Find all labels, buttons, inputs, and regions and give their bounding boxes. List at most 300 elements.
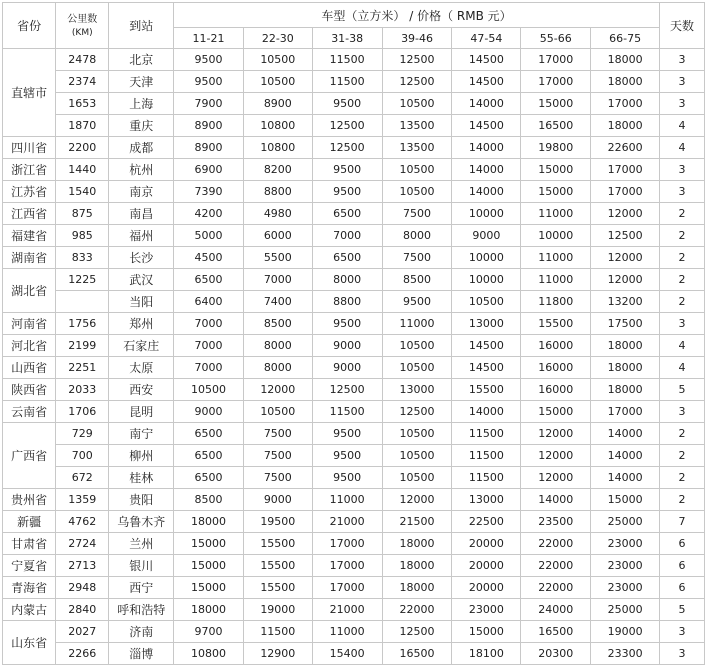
price-cell: 6400 xyxy=(174,291,244,313)
price-cell: 17000 xyxy=(591,93,660,115)
table-row xyxy=(3,467,705,489)
price-cell: 9500 xyxy=(174,71,244,93)
days-cell: 3 xyxy=(660,93,705,115)
price-cell: 15000 xyxy=(174,555,244,577)
price-cell: 13200 xyxy=(591,291,660,313)
price-cell: 7500 xyxy=(382,203,452,225)
price-cell: 16500 xyxy=(382,643,452,665)
price-cell: 20000 xyxy=(452,577,521,599)
price-cell: 9500 xyxy=(312,445,382,467)
distance-cell: 1540 xyxy=(56,181,109,203)
price-cell: 12500 xyxy=(382,71,452,93)
price-cell: 11000 xyxy=(382,313,452,335)
volume-range-header: 66-75 xyxy=(591,28,660,49)
province-cell: 山东省 xyxy=(3,621,56,665)
price-cell: 15500 xyxy=(243,533,312,555)
volume-range-header: 55-66 xyxy=(521,28,591,49)
price-cell: 11800 xyxy=(521,291,591,313)
price-cell: 12000 xyxy=(521,445,591,467)
price-cell: 19000 xyxy=(243,599,312,621)
days-cell: 3 xyxy=(660,71,705,93)
table-row xyxy=(3,137,705,159)
price-cell: 6500 xyxy=(312,203,382,225)
table-row xyxy=(3,115,705,137)
province-cell: 宁夏省 xyxy=(3,555,56,577)
days-cell: 2 xyxy=(660,269,705,291)
price-cell: 12500 xyxy=(591,225,660,247)
province-cell: 河北省 xyxy=(3,335,56,357)
price-cell: 18000 xyxy=(382,533,452,555)
distance-cell: 2027 xyxy=(56,621,109,643)
table-row xyxy=(3,577,705,599)
price-cell: 12000 xyxy=(591,269,660,291)
destination-cell: 南昌 xyxy=(109,203,174,225)
price-cell: 18000 xyxy=(382,577,452,599)
days-cell: 3 xyxy=(660,401,705,423)
distance-cell: 700 xyxy=(56,445,109,467)
province-cell: 陕西省 xyxy=(3,379,56,401)
price-cell: 21000 xyxy=(312,599,382,621)
price-cell: 9500 xyxy=(382,291,452,313)
destination-cell: 贵阳 xyxy=(109,489,174,511)
freight-price-table xyxy=(2,2,705,665)
price-cell: 6500 xyxy=(174,423,244,445)
price-cell: 10500 xyxy=(174,379,244,401)
table-row xyxy=(3,49,705,71)
price-cell: 7900 xyxy=(174,93,244,115)
price-cell: 15000 xyxy=(174,533,244,555)
price-cell: 24000 xyxy=(521,599,591,621)
price-cell: 15000 xyxy=(591,489,660,511)
days-cell: 4 xyxy=(660,357,705,379)
price-cell: 12000 xyxy=(521,423,591,445)
province-cell: 新疆 xyxy=(3,511,56,533)
price-cell: 16000 xyxy=(521,357,591,379)
price-cell: 10500 xyxy=(382,159,452,181)
table-body xyxy=(3,49,705,665)
destination-cell: 西安 xyxy=(109,379,174,401)
table-row xyxy=(3,181,705,203)
price-cell: 15000 xyxy=(174,577,244,599)
price-cell: 8500 xyxy=(243,313,312,335)
destination-cell: 淄博 xyxy=(109,643,174,665)
price-cell: 16000 xyxy=(521,379,591,401)
price-cell: 9500 xyxy=(312,313,382,335)
province-cell: 湖北省 xyxy=(3,269,56,313)
price-cell: 14500 xyxy=(452,49,521,71)
price-cell: 18000 xyxy=(591,357,660,379)
price-cell: 8900 xyxy=(243,93,312,115)
price-cell: 14000 xyxy=(591,467,660,489)
province-header: 省份 xyxy=(3,3,56,49)
price-cell: 14500 xyxy=(452,71,521,93)
price-cell: 9500 xyxy=(312,467,382,489)
province-cell: 浙江省 xyxy=(3,159,56,181)
price-cell: 25000 xyxy=(591,599,660,621)
price-cell: 15000 xyxy=(521,93,591,115)
distance-cell: 2200 xyxy=(56,137,109,159)
price-cell: 18000 xyxy=(591,335,660,357)
price-cell: 18000 xyxy=(591,49,660,71)
price-cell: 11500 xyxy=(312,71,382,93)
days-cell: 7 xyxy=(660,511,705,533)
price-cell: 5500 xyxy=(243,247,312,269)
table-row xyxy=(3,489,705,511)
destination-cell: 重庆 xyxy=(109,115,174,137)
price-cell: 14000 xyxy=(452,137,521,159)
price-cell: 13500 xyxy=(382,137,452,159)
price-cell: 13000 xyxy=(452,489,521,511)
price-cell: 20000 xyxy=(452,533,521,555)
price-cell: 15000 xyxy=(521,181,591,203)
distance-cell: 729 xyxy=(56,423,109,445)
destination-cell: 西宁 xyxy=(109,577,174,599)
days-cell: 3 xyxy=(660,159,705,181)
price-cell: 9000 xyxy=(312,357,382,379)
price-cell: 22600 xyxy=(591,137,660,159)
distance-cell: 2724 xyxy=(56,533,109,555)
price-cell: 9000 xyxy=(312,335,382,357)
table-row xyxy=(3,555,705,577)
price-cell: 8000 xyxy=(243,357,312,379)
days-cell: 2 xyxy=(660,423,705,445)
destination-cell: 柳州 xyxy=(109,445,174,467)
price-cell: 11500 xyxy=(452,445,521,467)
price-cell: 8900 xyxy=(174,137,244,159)
price-cell: 12000 xyxy=(591,247,660,269)
distance-cell: 2199 xyxy=(56,335,109,357)
price-cell: 9500 xyxy=(312,181,382,203)
distance-cell: 672 xyxy=(56,467,109,489)
price-cell: 18000 xyxy=(591,71,660,93)
table-row xyxy=(3,269,705,291)
destination-cell: 上海 xyxy=(109,93,174,115)
price-cell: 17000 xyxy=(312,533,382,555)
distance-cell: 2478 xyxy=(56,49,109,71)
distance-cell: 2266 xyxy=(56,643,109,665)
price-cell: 15000 xyxy=(452,621,521,643)
days-cell: 6 xyxy=(660,533,705,555)
destination-cell: 昆明 xyxy=(109,401,174,423)
province-cell: 湖南省 xyxy=(3,247,56,269)
price-cell: 12000 xyxy=(382,489,452,511)
price-cell: 18000 xyxy=(174,599,244,621)
days-cell: 2 xyxy=(660,467,705,489)
table-row xyxy=(3,423,705,445)
table-row xyxy=(3,93,705,115)
price-cell: 21000 xyxy=(312,511,382,533)
table-row xyxy=(3,71,705,93)
price-cell: 21500 xyxy=(382,511,452,533)
price-cell: 12000 xyxy=(243,379,312,401)
days-cell: 2 xyxy=(660,445,705,467)
price-cell: 11000 xyxy=(521,269,591,291)
destination-cell: 当阳 xyxy=(109,291,174,313)
price-cell: 10500 xyxy=(382,181,452,203)
province-cell: 贵州省 xyxy=(3,489,56,511)
price-cell: 10500 xyxy=(382,423,452,445)
days-cell: 2 xyxy=(660,203,705,225)
destination-cell: 北京 xyxy=(109,49,174,71)
price-cell: 22000 xyxy=(521,555,591,577)
province-cell: 青海省 xyxy=(3,577,56,599)
destination-cell: 杭州 xyxy=(109,159,174,181)
price-cell: 15000 xyxy=(521,159,591,181)
days-cell: 5 xyxy=(660,379,705,401)
price-cell: 12500 xyxy=(312,379,382,401)
price-cell: 8800 xyxy=(312,291,382,313)
volume-range-header: 31-38 xyxy=(312,28,382,49)
price-cell: 19500 xyxy=(243,511,312,533)
price-cell: 7000 xyxy=(174,357,244,379)
distance-cell: 1756 xyxy=(56,313,109,335)
price-cell: 15500 xyxy=(521,313,591,335)
price-cell: 15500 xyxy=(243,555,312,577)
price-cell: 7500 xyxy=(382,247,452,269)
price-cell: 6500 xyxy=(174,269,244,291)
price-cell: 10000 xyxy=(452,269,521,291)
distance-cell: 833 xyxy=(56,247,109,269)
price-cell: 18000 xyxy=(591,379,660,401)
price-cell: 10500 xyxy=(382,335,452,357)
price-cell: 7500 xyxy=(243,467,312,489)
price-cell: 17000 xyxy=(591,159,660,181)
price-cell: 16500 xyxy=(521,621,591,643)
price-cell: 18000 xyxy=(591,115,660,137)
table-row xyxy=(3,643,705,665)
price-cell: 5000 xyxy=(174,225,244,247)
price-cell: 10000 xyxy=(452,203,521,225)
price-cell: 12500 xyxy=(312,137,382,159)
price-cell: 23000 xyxy=(591,533,660,555)
days-cell: 4 xyxy=(660,335,705,357)
price-cell: 8900 xyxy=(174,115,244,137)
destination-cell: 兰州 xyxy=(109,533,174,555)
price-cell: 10500 xyxy=(382,445,452,467)
table-row xyxy=(3,511,705,533)
price-cell: 9500 xyxy=(312,93,382,115)
table-row xyxy=(3,225,705,247)
price-cell: 9000 xyxy=(452,225,521,247)
price-cell: 12500 xyxy=(382,49,452,71)
distance-cell: 1225 xyxy=(56,269,109,291)
distance-cell: 875 xyxy=(56,203,109,225)
destination-cell: 福州 xyxy=(109,225,174,247)
price-cell: 15000 xyxy=(521,401,591,423)
price-cell: 13000 xyxy=(452,313,521,335)
days-header: 天数 xyxy=(660,3,705,49)
distance-cell: 1870 xyxy=(56,115,109,137)
price-cell: 9000 xyxy=(243,489,312,511)
table-row xyxy=(3,247,705,269)
price-cell: 14000 xyxy=(591,423,660,445)
price-cell: 6500 xyxy=(174,445,244,467)
price-cell: 7000 xyxy=(243,269,312,291)
province-cell: 江西省 xyxy=(3,203,56,225)
distance-cell: 2251 xyxy=(56,357,109,379)
table-row xyxy=(3,159,705,181)
price-cell: 4500 xyxy=(174,247,244,269)
price-cell: 8500 xyxy=(382,269,452,291)
price-cell: 4200 xyxy=(174,203,244,225)
table-row xyxy=(3,357,705,379)
price-cell: 17000 xyxy=(312,577,382,599)
price-cell: 9500 xyxy=(174,49,244,71)
table-row xyxy=(3,335,705,357)
price-cell: 11000 xyxy=(521,203,591,225)
price-cell: 15400 xyxy=(312,643,382,665)
distance-header xyxy=(56,3,109,49)
price-cell: 11000 xyxy=(521,247,591,269)
price-cell: 13000 xyxy=(382,379,452,401)
price-cell: 17000 xyxy=(521,49,591,71)
price-cell: 13500 xyxy=(382,115,452,137)
distance-cell: 2033 xyxy=(56,379,109,401)
price-cell: 16500 xyxy=(521,115,591,137)
distance-cell: 1359 xyxy=(56,489,109,511)
price-cell: 8500 xyxy=(174,489,244,511)
table-row xyxy=(3,599,705,621)
price-cell: 10500 xyxy=(382,467,452,489)
price-cell: 11500 xyxy=(452,423,521,445)
price-cell: 25000 xyxy=(591,511,660,533)
price-cell: 10800 xyxy=(243,115,312,137)
destination-cell: 桂林 xyxy=(109,467,174,489)
days-cell: 6 xyxy=(660,577,705,599)
price-cell: 14000 xyxy=(521,489,591,511)
province-cell: 四川省 xyxy=(3,137,56,159)
distance-header-label: 公里数 xyxy=(67,13,98,25)
price-cell: 14000 xyxy=(452,401,521,423)
price-cell: 9000 xyxy=(174,401,244,423)
price-cell: 20000 xyxy=(452,555,521,577)
price-cell: 22500 xyxy=(452,511,521,533)
price-cell: 7000 xyxy=(174,335,244,357)
price-cell: 14000 xyxy=(591,445,660,467)
price-cell: 19800 xyxy=(521,137,591,159)
price-cell: 7000 xyxy=(174,313,244,335)
price-cell: 10500 xyxy=(382,357,452,379)
price-cell: 15500 xyxy=(452,379,521,401)
price-cell: 17000 xyxy=(521,71,591,93)
destination-cell: 南京 xyxy=(109,181,174,203)
price-cell: 10000 xyxy=(521,225,591,247)
days-cell: 2 xyxy=(660,291,705,313)
destination-cell: 呼和浩特 xyxy=(109,599,174,621)
days-cell: 2 xyxy=(660,489,705,511)
price-cell: 4980 xyxy=(243,203,312,225)
price-cell: 6000 xyxy=(243,225,312,247)
destination-cell: 天津 xyxy=(109,71,174,93)
price-cell: 19000 xyxy=(591,621,660,643)
days-cell: 4 xyxy=(660,137,705,159)
price-cell: 7500 xyxy=(243,423,312,445)
province-cell: 广西省 xyxy=(3,423,56,489)
distance-cell: 985 xyxy=(56,225,109,247)
price-cell: 10500 xyxy=(243,401,312,423)
table-row xyxy=(3,313,705,335)
volume-range-header: 47-54 xyxy=(452,28,521,49)
price-cell: 14000 xyxy=(452,93,521,115)
price-cell: 16000 xyxy=(521,335,591,357)
days-cell: 3 xyxy=(660,621,705,643)
price-cell: 12000 xyxy=(521,467,591,489)
price-cell: 22000 xyxy=(382,599,452,621)
price-cell: 6500 xyxy=(312,247,382,269)
days-cell: 2 xyxy=(660,225,705,247)
days-cell: 3 xyxy=(660,313,705,335)
price-cell: 7000 xyxy=(312,225,382,247)
price-cell: 11500 xyxy=(243,621,312,643)
price-cell: 9500 xyxy=(312,423,382,445)
days-cell: 3 xyxy=(660,643,705,665)
price-cell: 9500 xyxy=(312,159,382,181)
province-cell: 甘肃省 xyxy=(3,533,56,555)
destination-cell: 济南 xyxy=(109,621,174,643)
table-row xyxy=(3,291,705,313)
price-cell: 12500 xyxy=(382,401,452,423)
days-cell: 3 xyxy=(660,181,705,203)
days-cell: 6 xyxy=(660,555,705,577)
price-cell: 8800 xyxy=(243,181,312,203)
price-cell: 17000 xyxy=(591,401,660,423)
table-row xyxy=(3,533,705,555)
days-cell: 2 xyxy=(660,247,705,269)
price-cell: 9700 xyxy=(174,621,244,643)
price-cell: 6500 xyxy=(174,467,244,489)
distance-cell xyxy=(56,291,109,313)
price-cell: 11000 xyxy=(312,621,382,643)
price-cell: 15500 xyxy=(243,577,312,599)
price-cell: 14500 xyxy=(452,115,521,137)
distance-cell: 1706 xyxy=(56,401,109,423)
price-cell: 12500 xyxy=(312,115,382,137)
price-cell: 8000 xyxy=(382,225,452,247)
price-cell: 23000 xyxy=(591,555,660,577)
destination-cell: 石家庄 xyxy=(109,335,174,357)
price-cell: 10500 xyxy=(243,49,312,71)
destination-cell: 太原 xyxy=(109,357,174,379)
distance-unit-label: (KM) xyxy=(71,27,93,38)
province-cell: 直辖市 xyxy=(3,49,56,137)
price-cell: 11500 xyxy=(312,49,382,71)
province-cell: 内蒙古 xyxy=(3,599,56,621)
volume-range-header: 22-30 xyxy=(243,28,312,49)
price-cell: 10500 xyxy=(452,291,521,313)
destination-cell: 武汉 xyxy=(109,269,174,291)
distance-cell: 2840 xyxy=(56,599,109,621)
price-cell: 10000 xyxy=(452,247,521,269)
price-cell: 10800 xyxy=(243,137,312,159)
vehicle-price-header: 车型（立方米） / 价格（ RMB 元） xyxy=(174,3,660,28)
price-cell: 11000 xyxy=(312,489,382,511)
price-cell: 17000 xyxy=(591,181,660,203)
destination-cell: 郑州 xyxy=(109,313,174,335)
province-cell: 山西省 xyxy=(3,357,56,379)
province-cell: 云南省 xyxy=(3,401,56,423)
days-cell: 4 xyxy=(660,115,705,137)
price-cell: 23500 xyxy=(521,511,591,533)
price-cell: 10500 xyxy=(382,93,452,115)
province-cell: 福建省 xyxy=(3,225,56,247)
price-cell: 18000 xyxy=(174,511,244,533)
table-row xyxy=(3,379,705,401)
volume-range-header: 11-21 xyxy=(174,28,244,49)
price-cell: 12900 xyxy=(243,643,312,665)
price-cell: 18000 xyxy=(382,555,452,577)
price-cell: 23000 xyxy=(452,599,521,621)
volume-range-header: 39-46 xyxy=(382,28,452,49)
